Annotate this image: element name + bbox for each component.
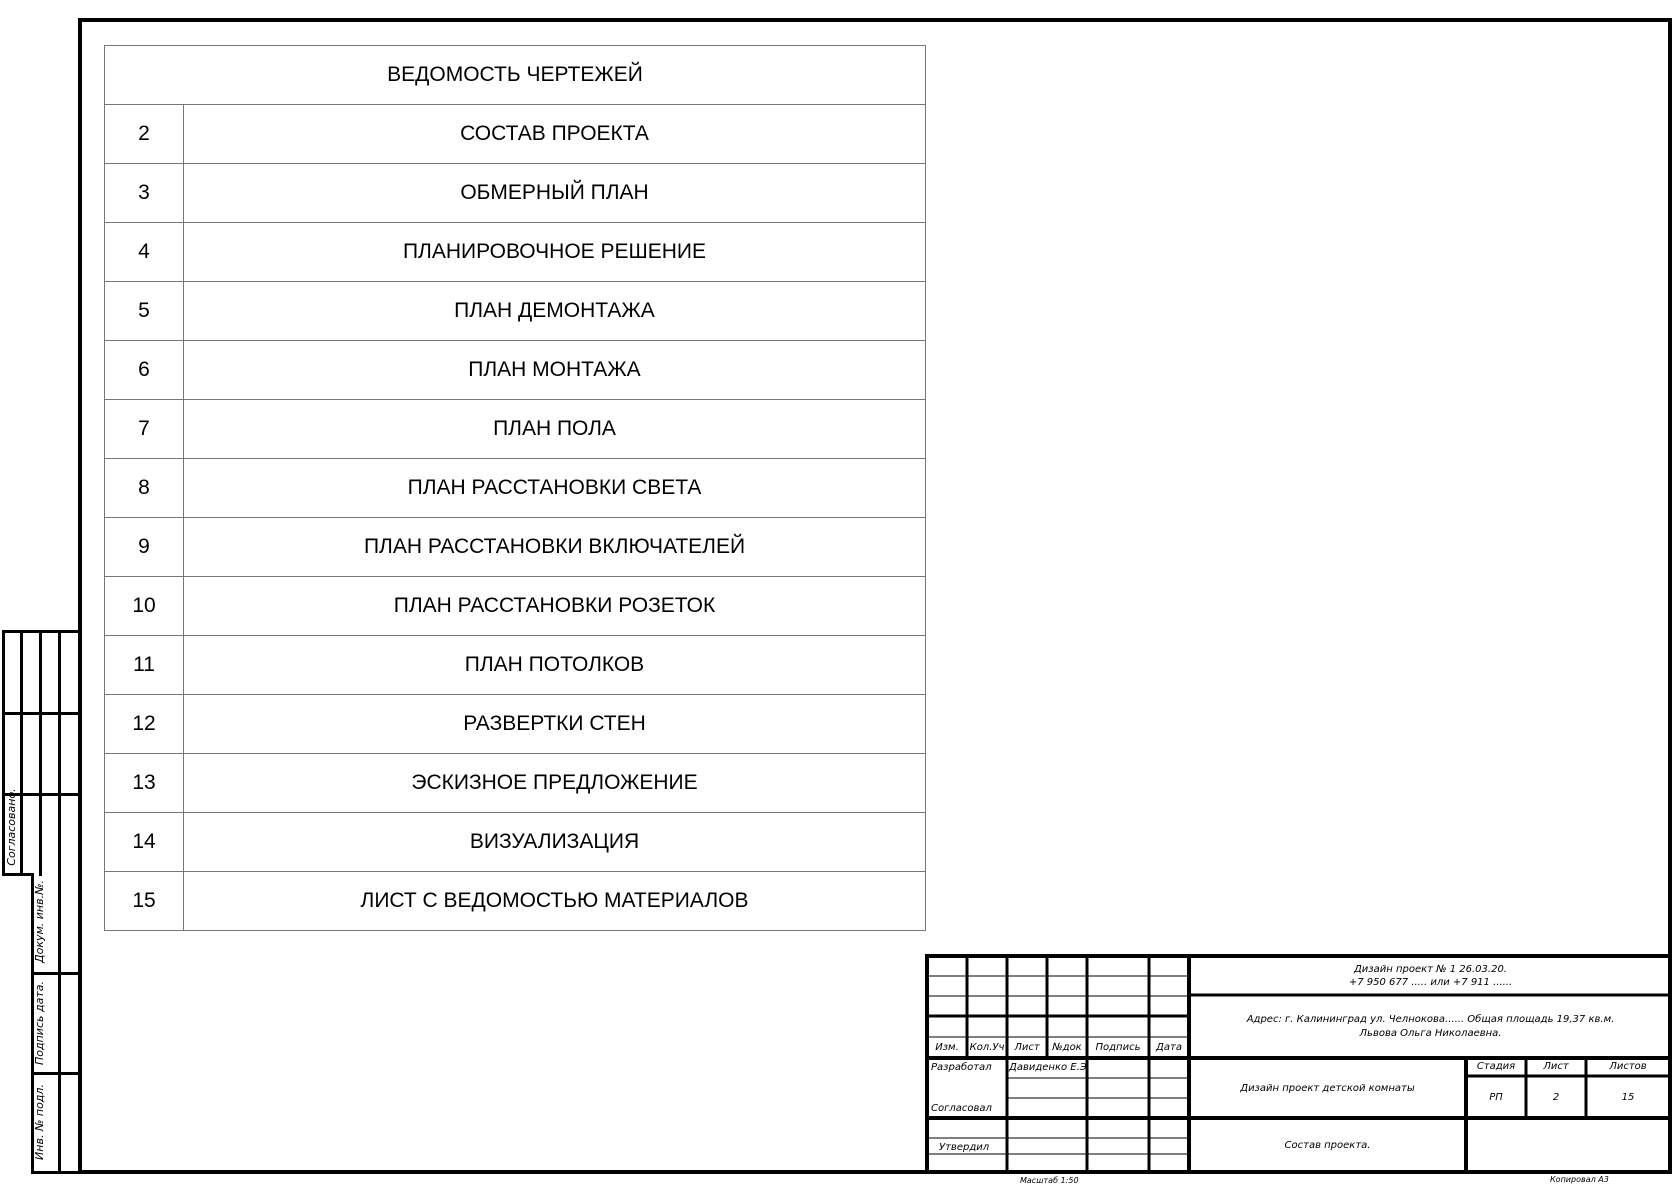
table-row	[105, 754, 926, 813]
sheet-number: 6	[105, 341, 184, 400]
sheet-value: 2	[1552, 1092, 1560, 1103]
sheet-name: Состав проекта.	[1284, 1140, 1371, 1151]
address-line-2: Львова Ольга Николаевна.	[1359, 1028, 1502, 1039]
sheet-number: 11	[105, 636, 184, 695]
sheet-number: 3	[105, 164, 184, 223]
sheet-number: 13	[105, 754, 184, 813]
table-row	[105, 518, 926, 577]
sheet-title: ЛИСТ С ВЕДОМОСТЬЮ МАТЕРИАЛОВ	[184, 872, 926, 931]
sheet-number: 8	[105, 459, 184, 518]
sheet-title: ПЛАН ДЕМОНТАЖА	[184, 282, 926, 341]
agreed-by-label: Согласовал	[931, 1103, 992, 1114]
sheet-number: 10	[105, 577, 184, 636]
table-row	[105, 400, 926, 459]
table-row	[105, 105, 926, 164]
title-block	[925, 954, 1672, 1174]
table-row	[105, 341, 926, 400]
agreed-label: Согласовано.	[5, 788, 18, 866]
address-line-1: Адрес: г. Калининград ул. Челнокова...... Общая площадь 19,37 кв.м.	[1246, 1014, 1615, 1025]
stage-value: РП	[1489, 1092, 1503, 1103]
table-row	[105, 577, 926, 636]
table-row	[105, 282, 926, 341]
sheet-number: 15	[105, 872, 184, 931]
sheet-title: РАЗВЕРТКИ СТЕН	[184, 695, 926, 754]
sheet-number: 4	[105, 223, 184, 282]
table-row	[105, 695, 926, 754]
sheet-title: ПЛАН РАССТАНОВКИ РОЗЕТОК	[184, 577, 926, 636]
sign-date-label: Подпись дата.	[33, 981, 46, 1065]
col-header-qty: Кол.Уч	[969, 1042, 1005, 1053]
format-label: Копировал А3	[1550, 1175, 1609, 1184]
sheet-number: 7	[105, 400, 184, 459]
sheet-title: ВИЗУАЛИЗАЦИЯ	[184, 813, 926, 872]
doc-inv-label: Докум. инв.№.	[33, 879, 46, 963]
sheet-number: 12	[105, 695, 184, 754]
approved-label: Утвердил	[939, 1142, 990, 1153]
developer-name: Давиденко Е.Э.	[1009, 1062, 1090, 1073]
table-row	[105, 813, 926, 872]
col-header-date: Дата	[1156, 1042, 1182, 1053]
stage-label: Стадия	[1476, 1061, 1516, 1072]
inv-orig-label: Инв. № подл.	[33, 1084, 46, 1160]
sheet-number: 14	[105, 813, 184, 872]
table-row	[105, 223, 926, 282]
sheet-title: ПЛАН ПОТОЛКОВ	[184, 636, 926, 695]
sheets-total-value: 15	[1621, 1092, 1635, 1103]
project-line-2: +7 950 677 ..... или +7 911 ......	[1348, 977, 1513, 988]
col-header-sheet: Лист	[1014, 1042, 1040, 1053]
col-header-change: Изм.	[935, 1042, 959, 1053]
sheet-number: 2	[105, 105, 184, 164]
col-header-signature: Подпись	[1095, 1042, 1141, 1053]
sheets-total-label: Листов	[1609, 1061, 1647, 1072]
table-row	[105, 459, 926, 518]
sheet-title: ЭСКИЗНОЕ ПРЕДЛОЖЕНИЕ	[184, 754, 926, 813]
sheet-title: ПЛАН МОНТАЖА	[184, 341, 926, 400]
table-row	[105, 636, 926, 695]
sheet-number: 5	[105, 282, 184, 341]
project-line-1: Дизайн проект № 1 26.03.20.	[1353, 964, 1507, 975]
sheet-list-table	[104, 45, 926, 931]
sheet-title: ПЛАН ПОЛА	[184, 400, 926, 459]
developed-label: Разработал	[931, 1062, 992, 1073]
sheet-number: 9	[105, 518, 184, 577]
sheet-label: Лист	[1543, 1061, 1569, 1072]
col-header-docnum: №док	[1052, 1042, 1082, 1053]
sheet-title: ПЛАН РАССТАНОВКИ СВЕТА	[184, 459, 926, 518]
sheet-title: ОБМЕРНЫЙ ПЛАН	[184, 164, 926, 223]
scale-label: Масштаб 1:50	[1020, 1176, 1079, 1185]
sheet-list-title: ВЕДОМОСТЬ ЧЕРТЕЖЕЙ	[105, 46, 926, 105]
table-row	[105, 164, 926, 223]
object-name: Дизайн проект детской комнаты	[1240, 1083, 1415, 1094]
sheet-title: СОСТАВ ПРОЕКТА	[184, 105, 926, 164]
table-row	[105, 872, 926, 931]
side-approval-strip	[2, 630, 78, 1174]
sheet-title: ПЛАНИРОВОЧНОЕ РЕШЕНИЕ	[184, 223, 926, 282]
sheet-title: ПЛАН РАССТАНОВКИ ВКЛЮЧАТЕЛЕЙ	[184, 518, 926, 577]
